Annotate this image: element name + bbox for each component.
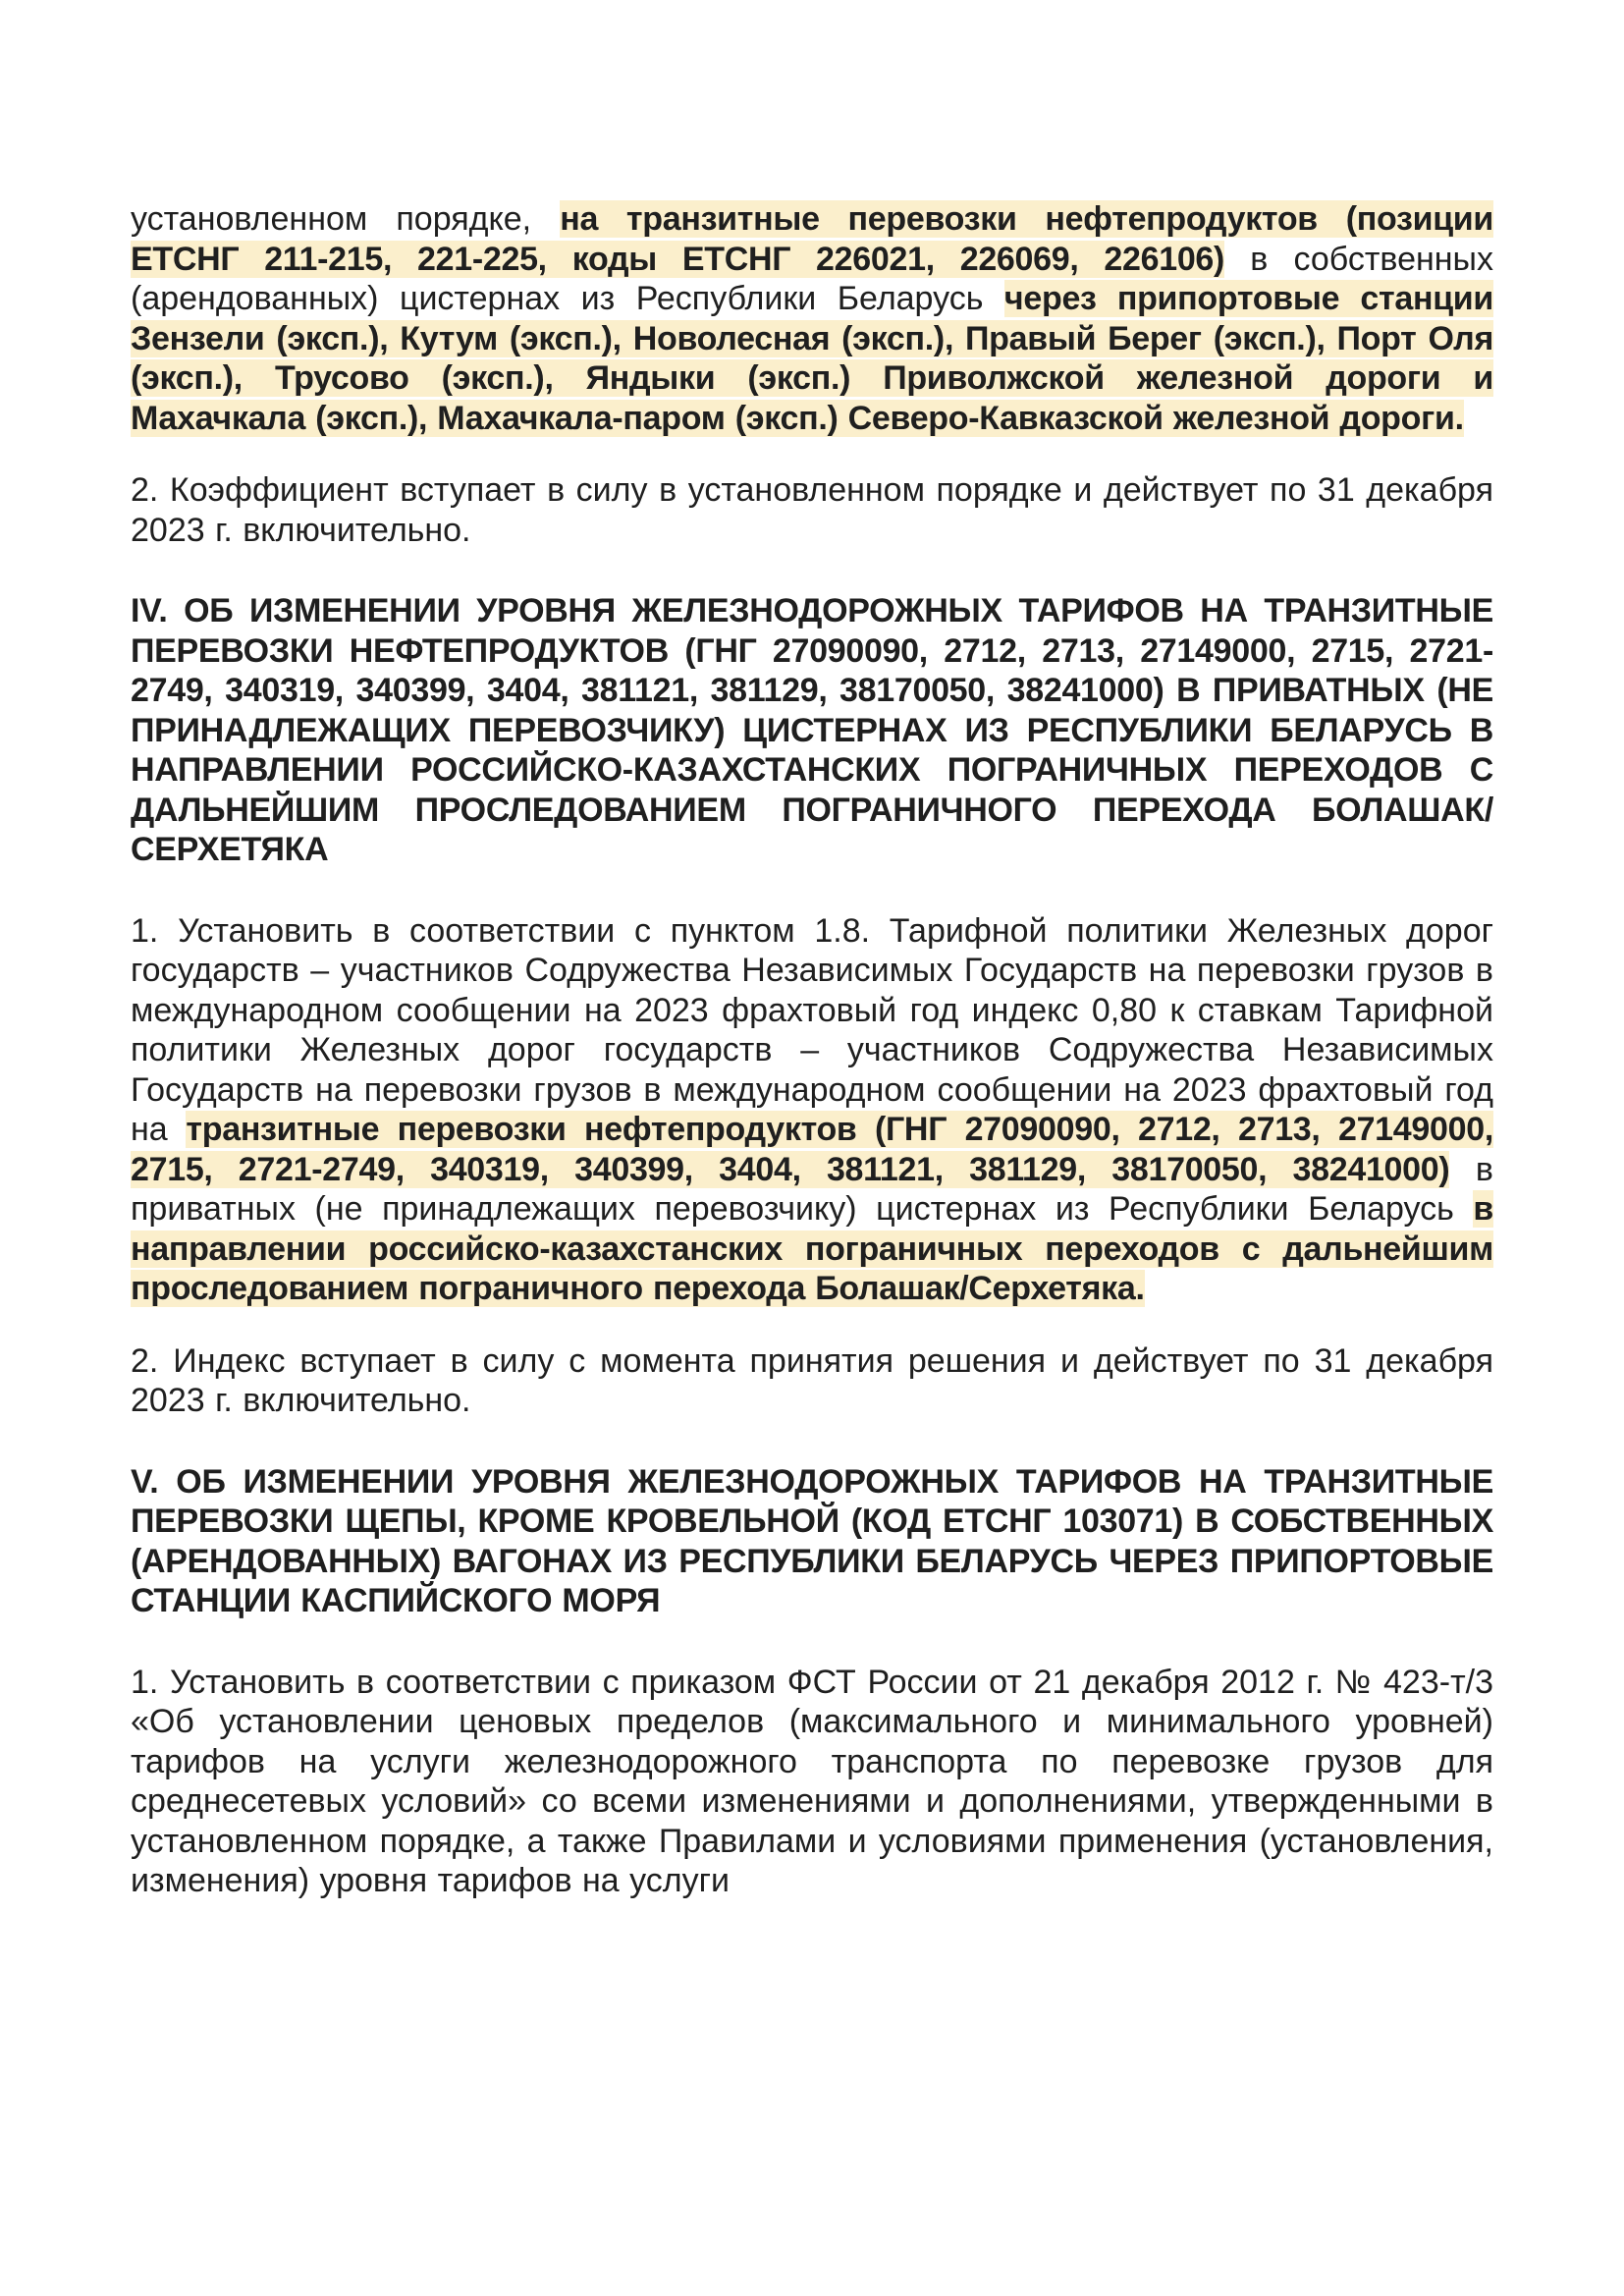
text-run: установленном порядке, xyxy=(131,200,561,238)
paragraph xyxy=(131,470,1493,550)
highlighted-text-run: транзитные перевозки нефтепродуктов (ГНГ 27090090, 2712, 2713, 27149000, 2715, 2721-2749, 340319, 340399, 3404, 381121, 381129, 38170050, 38241000) xyxy=(131,1111,1493,1188)
text-run: в приватных (не принадлежащих перевозчику) цистернах из Республики Беларусь xyxy=(131,1150,1493,1228)
document-body xyxy=(131,199,1493,1901)
text-run: V. ОБ ИЗМЕНЕНИИ УРОВНЯ ЖЕЛЕЗНОДОРОЖНЫХ ТАРИФОВ НА ТРАНЗИТНЫЕ ПЕРЕВОЗКИ ЩЕПЫ, КРОМЕ КРОВЕЛЬНОЙ (КОД ЕТСНГ 103071) В СОБСТВЕННЫХ (АРЕНДОВАННЫХ) ВАГОНАХ ИЗ РЕСПУБЛИКИ БЕЛАРУСЬ ЧЕРЕЗ ПРИПОРТОВЫЕ СТАНЦИИ КАСПИЙСКОГО МОРЯ xyxy=(131,1462,1493,1619)
paragraph xyxy=(131,1663,1493,1901)
text-run: IV. ОБ ИЗМЕНЕНИИ УРОВНЯ ЖЕЛЕЗНОДОРОЖНЫХ ТАРИФОВ НА ТРАНЗИТНЫЕ ПЕРЕВОЗКИ НЕФТЕПРОДУКТОВ (ГНГ 27090090, 2712, 2713, 27149000, 2715, 2721-2749, 340319, 340399, 3404, 381121, 381129, 38170050, 38241000) В ПРИВАТНЫХ (НЕ ПРИНАДЛЕЖАЩИХ ПЕРЕВОЗЧИКУ) ЦИСТЕРНАХ ИЗ РЕСПУБЛИКИ БЕЛАРУСЬ В НАПРАВЛЕНИИ РОССИЙСКО-КАЗАХСТАНСКИХ ПОГРАНИЧНЫХ ПЕРЕХОДОВ С ДАЛЬНЕЙШИМ ПРОСЛЕДОВАНИЕМ ПОГРАНИЧНОГО ПЕРЕХОДА БОЛАШАК/СЕРХЕТЯКА xyxy=(131,592,1493,868)
section-heading xyxy=(131,591,1493,870)
text-run: 2. Индекс вступает в силу с момента принятия решения и действует по 31 декабря 2023 г. включительно. xyxy=(131,1341,1493,1419)
paragraph xyxy=(131,911,1493,1309)
text-run: 2. Коэффициент вступает в силу в установленном порядке и действует по 31 декабря 2023 г. включительно. xyxy=(131,471,1493,549)
highlighted-text-run: через припортовые станции Зензели (эксп.), Кутум (эксп.), Новолесная (эксп.), Правый Берег (эксп.), Порт Оля (эксп.), Трусово (эксп.), Яндыки (эксп.) Приволжской железной дороги и Махачкала (эксп.), Махачкала-паром (эксп.) Северо-Кавказской железной дороги. xyxy=(131,280,1493,437)
text-run: 1. Установить в соответствии с пунктом 1.8. Тарифной политики Железных дорог государств – участников Содружества Независимых Государств на перевозки грузов в международном сообщении на 2023 фрахтовый год индекс 0,80 к ставкам Тарифной политики Железных дорог государств – участников Содружества Независимых Государств на перевозки грузов в международном сообщении на 2023 фрахтовый год на xyxy=(131,911,1493,1148)
text-run: в собственных (арендованных) цистернах из Республики Беларусь xyxy=(131,240,1493,317)
section-heading xyxy=(131,1462,1493,1621)
highlighted-text-run: на транзитные перевозки нефтепродуктов (позиции ЕТСНГ 211-215, 221-225, коды ЕТСНГ 226021, 226069, 226106) xyxy=(131,200,1494,278)
text-run: 1. Установить в соответствии с приказом ФСТ России от 21 декабря 2012 г. № 423-т/3 «Об установлении ценовых пределов (максимального и минимального уровней) тарифов на услуги железнодорожного транспорта по перевозке грузов для среднесетевых условий» со всеми изменениями и дополнениями, утвержденными в установленном порядке, а также Правилами и условиями применения (установления, изменения) уровня тарифов на услуги xyxy=(131,1663,1493,1899)
paragraph xyxy=(131,199,1493,438)
highlighted-text-run: в направлении российско-казахстанских пограничных переходов с дальнейшим проследованием пограничного перехода Болашак/Серхетяка. xyxy=(131,1190,1493,1307)
paragraph xyxy=(131,1341,1493,1421)
